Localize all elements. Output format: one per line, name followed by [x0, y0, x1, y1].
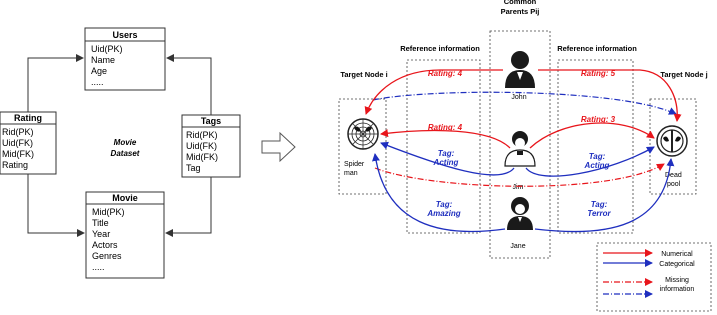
edge-label-jane-j-tag-1: Tag:: [590, 200, 608, 209]
edge-label-jim-j-rating: Rating: 3: [580, 115, 616, 124]
node-j-name-line2: pool: [667, 181, 681, 188]
parent-name-jane: Jane: [510, 243, 526, 250]
common-parents-title-line2: Parents Pij: [500, 7, 540, 16]
movie-field: Genres: [92, 251, 122, 261]
deadpool-icon: [657, 126, 687, 156]
edge-label-john-j: Rating: 5: [580, 69, 616, 78]
dataset-label-line2: Dataset: [110, 149, 140, 158]
edge-label-jim-i-rating: Rating: 4: [427, 123, 463, 132]
tags-table: [182, 115, 240, 177]
tags-field: Uid(FK): [186, 141, 217, 151]
dataset-center-label: [111, 138, 140, 158]
node-i-name-line1: Spider: [344, 161, 365, 168]
reference-info-left-label: Reference information: [400, 44, 480, 53]
spider-icon: [348, 119, 378, 149]
movie-table: [86, 192, 164, 278]
movie-field: Mid(PK): [92, 207, 125, 217]
edge-label-jim-i-tag-1: Tag:: [437, 149, 455, 158]
movie-field: Year: [92, 229, 111, 239]
jane-person-icon: [507, 197, 533, 230]
dataset-label-line1: Movie: [113, 138, 137, 147]
rating-table: [0, 112, 56, 174]
movie-field: .....: [92, 262, 105, 272]
movie-field: Title: [92, 218, 109, 228]
edge-label-john-i: Rating: 4: [427, 69, 463, 78]
tags-field: Rid(PK): [186, 130, 218, 140]
legend-numerical-label: Numerical: [661, 251, 693, 258]
legend: [597, 243, 711, 311]
rating-field: Rid(PK): [2, 127, 34, 137]
node-j-name-line1: Dead: [665, 172, 682, 179]
tags-field: Mid(FK): [186, 152, 218, 162]
users-table-title: Users: [112, 30, 138, 40]
edge-label-jim-j-tag-2: Acting: [584, 161, 610, 170]
legend-missing-red-label-1: Missing: [665, 277, 689, 284]
edge-jim-deadpool-rating: [530, 123, 654, 148]
rating-field: Mid(FK): [2, 149, 34, 159]
jim-person-icon: [505, 131, 535, 166]
edge-label-jim-i-tag-2: Acting: [433, 158, 459, 167]
movie-field: Actors: [92, 240, 118, 250]
users-field: Age: [91, 66, 108, 76]
transform-arrow: [262, 133, 295, 161]
rating-table-title: Rating: [14, 113, 42, 123]
legend-categorical-label: Categorical: [659, 261, 695, 268]
parent-name-jim: Jim: [512, 184, 524, 191]
edge-jim-spiderman-rating: [381, 131, 510, 148]
rating-field: Rating: [2, 160, 29, 170]
tags-field: Tag: [186, 163, 201, 173]
parent-name-john: John: [511, 94, 527, 101]
target-node-i-label: Target Node i: [340, 70, 388, 79]
target-node-j-label: Target Node j: [660, 70, 708, 79]
edge-label-jane-i-tag-1: Tag:: [435, 200, 453, 209]
legend-missing-red-label-2: information: [659, 286, 695, 293]
users-table: [85, 28, 165, 90]
edge-label-jane-j-tag-2: Terror: [587, 209, 611, 218]
edge-label-jane-i-tag-2: Amazing: [427, 209, 461, 218]
node-i-name-line2: man: [344, 170, 358, 177]
reference-info-right-label: Reference information: [557, 44, 637, 53]
users-field: Uid(PK): [91, 44, 123, 54]
common-parents-title-line1: Common: [503, 0, 537, 6]
rating-field: Uid(FK): [2, 138, 33, 148]
edge-missing-red: [375, 164, 664, 186]
users-field: .....: [91, 77, 104, 87]
tags-table-title: Tags: [200, 116, 222, 126]
john-person-icon: [505, 51, 535, 88]
edge-label-jim-j-tag-1: Tag:: [588, 152, 606, 161]
users-field: Name: [91, 55, 116, 65]
movie-table-title: Movie: [112, 193, 138, 203]
